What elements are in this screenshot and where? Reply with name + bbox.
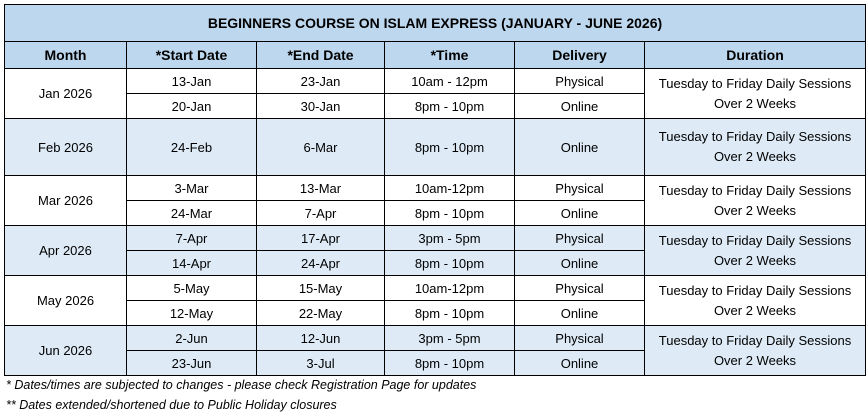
table-row	[5, 176, 866, 201]
start-date-cell: 2-Jun	[127, 326, 257, 351]
time-cell: 3pm - 5pm	[385, 226, 515, 251]
start-date-cell: 13-Jan	[127, 69, 257, 94]
duration-line-2: Over 2 Weeks	[713, 352, 797, 368]
time-cell: 8pm - 10pm	[385, 94, 515, 119]
month-cell: May 2026	[5, 276, 127, 326]
duration-line-1: Tuesday to Friday Daily Sessions	[658, 182, 852, 198]
time-cell: 8pm - 10pm	[385, 201, 515, 226]
duration-line-1: Tuesday to Friday Daily Sessions	[658, 232, 852, 248]
delivery-cell: Physical	[515, 69, 645, 94]
table-title: BEGINNERS COURSE ON ISLAM EXPRESS (JANUARY - JUNE 2026)	[5, 5, 866, 42]
time-cell: 8pm - 10pm	[385, 119, 515, 176]
duration-line-2: Over 2 Weeks	[713, 95, 797, 111]
duration-line-2: Over 2 Weeks	[713, 302, 797, 318]
duration-cell	[645, 226, 866, 276]
end-date-cell: 7-Apr	[257, 201, 385, 226]
end-date-cell: 30-Jan	[257, 94, 385, 119]
footnotes	[6, 375, 476, 415]
duration-line-2: Over 2 Weeks	[713, 202, 797, 218]
duration-cell	[645, 276, 866, 326]
month-group-may	[5, 276, 866, 326]
delivery-cell: Online	[515, 301, 645, 326]
duration-line-2: Over 2 Weeks	[713, 252, 797, 268]
header-month: Month	[5, 42, 127, 69]
header-end-date: *End Date	[257, 42, 385, 69]
header-time: *Time	[385, 42, 515, 69]
time-cell: 10am-12pm	[385, 176, 515, 201]
month-group-jun	[5, 326, 866, 376]
delivery-cell: Physical	[515, 276, 645, 301]
delivery-cell: Physical	[515, 226, 645, 251]
table-row	[5, 119, 866, 176]
time-cell: 10am - 12pm	[385, 69, 515, 94]
start-date-cell: 5-May	[127, 276, 257, 301]
end-date-cell: 3-Jul	[257, 351, 385, 376]
start-date-cell: 3-Mar	[127, 176, 257, 201]
month-group-jan	[5, 69, 866, 119]
duration-cell	[645, 69, 866, 119]
duration-line-1: Tuesday to Friday Daily Sessions	[658, 75, 852, 91]
duration-cell	[645, 119, 866, 176]
duration-line-2: Over 2 Weeks	[713, 149, 797, 164]
duration-cell	[645, 326, 866, 376]
delivery-cell: Online	[515, 201, 645, 226]
start-date-cell: 20-Jan	[127, 94, 257, 119]
course-schedule-table	[4, 4, 866, 376]
month-cell: Jun 2026	[5, 326, 127, 376]
duration-cell	[645, 176, 866, 226]
header-duration: Duration	[645, 42, 866, 69]
time-cell: 8pm - 10pm	[385, 301, 515, 326]
start-date-cell: 24-Mar	[127, 201, 257, 226]
month-cell: Apr 2026	[5, 226, 127, 276]
delivery-cell: Online	[515, 94, 645, 119]
month-group-apr	[5, 226, 866, 276]
end-date-cell: 22-May	[257, 301, 385, 326]
table-row	[5, 326, 866, 351]
start-date-cell: 23-Jun	[127, 351, 257, 376]
duration-line-1: Tuesday to Friday Daily Sessions	[658, 129, 852, 144]
end-date-cell: 13-Mar	[257, 176, 385, 201]
table-row	[5, 276, 866, 301]
delivery-cell: Physical	[515, 326, 645, 351]
time-cell: 3pm - 5pm	[385, 326, 515, 351]
end-date-cell: 24-Apr	[257, 251, 385, 276]
month-group-mar	[5, 176, 866, 226]
title-row	[5, 5, 866, 42]
duration-line-1: Tuesday to Friday Daily Sessions	[658, 332, 852, 348]
table-row	[5, 226, 866, 251]
month-cell: Jan 2026	[5, 69, 127, 119]
month-cell: Mar 2026	[5, 176, 127, 226]
time-cell: 8pm - 10pm	[385, 351, 515, 376]
end-date-cell: 12-Jun	[257, 326, 385, 351]
header-start-date: *Start Date	[127, 42, 257, 69]
end-date-cell: 17-Apr	[257, 226, 385, 251]
footnote-dates-subject-to-change: * Dates/times are subjected to changes - please check Registration Page for updates	[6, 378, 477, 392]
start-date-cell: 7-Apr	[127, 226, 257, 251]
month-cell: Feb 2026	[5, 119, 127, 176]
delivery-cell: Physical	[515, 176, 645, 201]
delivery-cell: Online	[515, 351, 645, 376]
spreadsheet-table-area	[4, 4, 866, 376]
time-cell: 10am-12pm	[385, 276, 515, 301]
delivery-cell: Online	[515, 119, 645, 176]
month-group-feb	[5, 119, 866, 176]
start-date-cell: 24-Feb	[127, 119, 257, 176]
header-delivery: Delivery	[515, 42, 645, 69]
start-date-cell: 12-May	[127, 301, 257, 326]
duration-line-1: Tuesday to Friday Daily Sessions	[658, 282, 852, 298]
end-date-cell: 6-Mar	[257, 119, 385, 176]
start-date-cell: 14-Apr	[127, 251, 257, 276]
end-date-cell: 23-Jan	[257, 69, 385, 94]
table-row	[5, 69, 866, 94]
end-date-cell: 15-May	[257, 276, 385, 301]
header-row	[5, 42, 866, 69]
delivery-cell: Online	[515, 251, 645, 276]
footnote-public-holiday: ** Dates extended/shortened due to Public Holiday closures	[6, 398, 337, 412]
time-cell: 8pm - 10pm	[385, 251, 515, 276]
